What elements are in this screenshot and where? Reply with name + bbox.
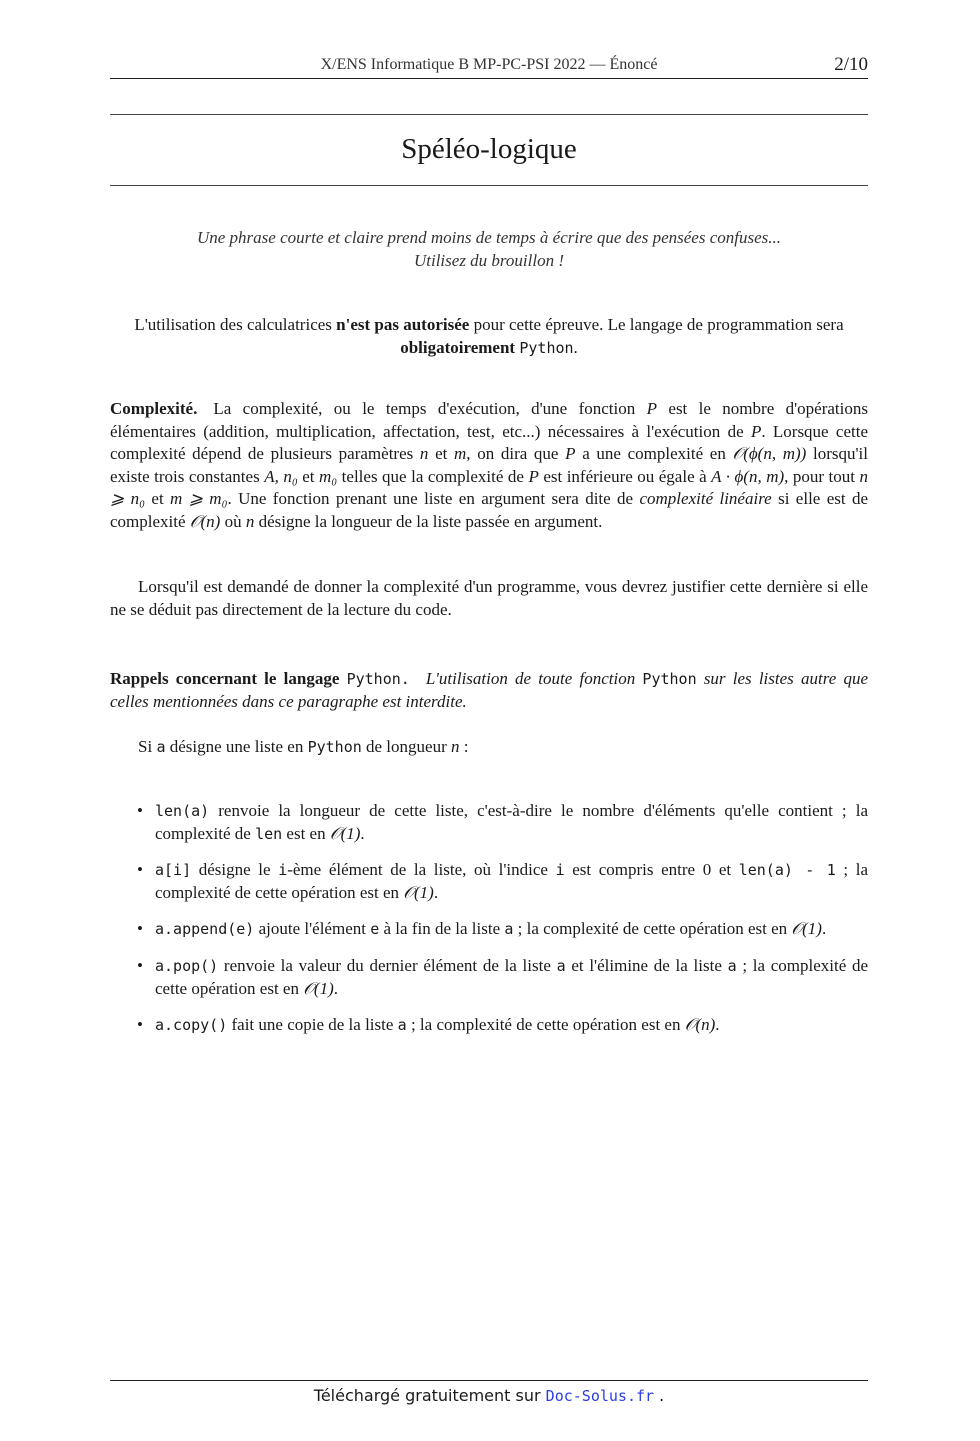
bullet-icon: •	[137, 801, 143, 820]
bullet-icon: •	[137, 919, 143, 939]
bold-text: n'est pas autorisée	[336, 315, 470, 334]
math: P	[750, 421, 762, 441]
python-reminders-paragraph	[110, 668, 868, 713]
text-span: .	[715, 1015, 720, 1035]
code-text: e	[370, 920, 380, 939]
text-span: :	[459, 737, 469, 756]
text-span: est compris entre 0 et	[564, 860, 739, 880]
text-span: ; la complexité de cette opération est en	[155, 955, 869, 998]
running-title: X/ENS Informatique B MP-PC-PSI 2022 — Énoncé	[320, 56, 658, 73]
text-span: . Lorsque cette complexité dépend de plusieurs paramètres	[110, 421, 868, 464]
text-span: a une complexité en	[575, 444, 733, 464]
math: 𝒪(n)	[189, 511, 221, 531]
motto	[110, 226, 868, 272]
emphasis: L'utilisation de toute fonction	[425, 669, 643, 688]
text-span: ; la complexité de cette opération est en	[155, 860, 868, 902]
python-list-functions	[110, 800, 868, 1051]
code-text: Python	[642, 670, 697, 688]
list-item	[110, 800, 868, 845]
footer-end: .	[654, 1386, 665, 1405]
complexity-heading: Complexité.	[110, 399, 198, 418]
text-span: Si	[138, 737, 157, 756]
page-header	[110, 56, 868, 79]
math: 𝒪(n)	[684, 1015, 716, 1035]
text-span: renvoie la valeur du dernier élément de la liste	[218, 955, 557, 975]
motto-line-2: Utilisez du brouillon !	[413, 251, 564, 270]
list-item	[110, 918, 868, 941]
bullet-icon: •	[137, 1015, 143, 1035]
text-span: pour cette épreuve. Le langage de programmation sera	[469, 315, 844, 334]
code-text: Python.	[346, 670, 410, 688]
code-text: i	[555, 861, 565, 880]
text-span: .	[573, 338, 578, 357]
text-span: L'utilisation des calculatrices	[134, 315, 337, 334]
page-footer	[110, 1386, 868, 1405]
text-span: où	[220, 511, 246, 531]
text-span: -ème élément de la liste, où l'indice	[287, 860, 556, 880]
math: n	[419, 444, 429, 464]
text-span: .	[333, 978, 339, 998]
math: 𝒪(1)	[403, 882, 434, 902]
motto-line-1: Une phrase courte et claire prend moins de temps à écrire que des pensées confuses...	[196, 228, 781, 247]
code-text: a[i]	[155, 861, 192, 880]
code-text: Python	[307, 738, 362, 756]
math: 𝒪(1)	[791, 919, 822, 939]
text-span: à la fin de la liste	[379, 919, 505, 939]
bold-text: obligatoirement	[400, 338, 516, 357]
code-text: a	[556, 956, 566, 975]
calculator-notice	[110, 313, 868, 360]
math: n	[245, 511, 255, 531]
text-span: lorsqu'il existe trois constantes	[110, 444, 868, 486]
python-heading: Rappels concernant le langage	[110, 669, 347, 688]
code-text: a.pop()	[155, 956, 219, 975]
text-span: est le nombre d'opérations élémentaires (addition, multiplication, affectation, test, etc...) nécessaires à l'exécution de	[110, 399, 868, 441]
code-text: a.copy()	[155, 1016, 228, 1035]
list-intro	[110, 736, 868, 759]
text-span: désigne une liste en	[165, 737, 308, 756]
bullet-icon: •	[137, 860, 143, 880]
text-span: telles que la complexité de	[337, 466, 529, 486]
code-text: a	[397, 1016, 407, 1035]
doc-solus-link[interactable]: Doc-Solus.fr	[545, 1387, 655, 1405]
text-span: renvoie la longueur de cette liste, c'est-à-dire le nombre d'éléments qu'elle contient ; la complexité de	[155, 801, 868, 843]
list-item	[110, 955, 868, 1000]
math: m	[454, 444, 467, 464]
text-span: .	[360, 823, 365, 843]
list-item	[110, 1014, 868, 1037]
math: A, n₀	[264, 466, 298, 486]
code-text: a	[727, 956, 737, 975]
text-span: , on dira que	[466, 444, 566, 464]
text-span: et	[145, 489, 171, 509]
document-title: Spéléo-logique	[401, 133, 577, 165]
text-span: est en	[282, 823, 330, 843]
text-span: et	[297, 466, 319, 486]
text-span: ajoute l'élément	[254, 919, 371, 939]
math: n ⩾ n₀	[110, 466, 868, 509]
text-span: fait une copie de la liste	[227, 1015, 398, 1035]
code-text: a	[156, 738, 166, 756]
text-span: est inférieure ou égale à	[538, 466, 712, 486]
text-span: et l'élimine de la liste	[565, 955, 728, 975]
footer-divider	[110, 1380, 868, 1381]
complexity-paragraph	[110, 398, 868, 534]
code-text: len	[255, 824, 283, 843]
text-span: .	[821, 919, 827, 939]
code-text: a.append(e)	[155, 920, 255, 939]
text-span: ; la complexité de cette opération est en	[513, 919, 792, 939]
text-span: . Une fonction prenant une liste en argument sera dite de	[227, 489, 640, 509]
math: 𝒪(1)	[329, 823, 361, 843]
text-span: .	[433, 882, 439, 902]
page-number: 2/10	[834, 54, 868, 75]
list-item	[110, 859, 868, 904]
emphasis: sur les listes autre que celles mentionnées dans ce paragraphe est interdite.	[110, 669, 868, 711]
title-box	[110, 114, 868, 186]
text-span: La complexité, ou le temps d'exécution, d'une fonction	[213, 399, 647, 418]
code-text: len(a) - 1	[738, 861, 836, 880]
text-span: et	[428, 444, 454, 464]
bullet-icon: •	[137, 955, 143, 975]
math: n	[451, 737, 460, 756]
math: m₀	[319, 466, 338, 486]
math: A · ϕ(n, m)	[711, 466, 785, 486]
math: P	[646, 399, 658, 418]
emphasis: complexité linéaire	[639, 489, 772, 509]
math: P	[528, 466, 539, 486]
text-span: de longueur	[361, 737, 451, 756]
code-text: len(a)	[155, 802, 210, 820]
math: 𝒪(ϕ(n, m))	[732, 444, 807, 464]
text-span: ; la complexité de cette opération est en	[406, 1015, 685, 1035]
justify-note: Lorsqu'il est demandé de donner la complexité d'un programme, vous devrez justifier cette dernière si elle ne se déduit pas directement de la lecture du code.	[110, 577, 868, 619]
text-span: si elle est de complexité	[110, 489, 869, 531]
text-span: , pour tout	[784, 466, 860, 486]
footer-text: Téléchargé gratuitement sur	[313, 1386, 546, 1405]
text-span: désigne le	[191, 860, 279, 880]
math: m ⩾ m₀	[170, 489, 228, 509]
code-text: Python	[519, 339, 574, 357]
math: P	[565, 444, 576, 464]
code-text: i	[278, 861, 288, 880]
code-text: a	[504, 920, 514, 939]
text-span: désigne la longueur de la liste passée en argument.	[254, 511, 603, 531]
math: 𝒪(1)	[303, 978, 334, 998]
